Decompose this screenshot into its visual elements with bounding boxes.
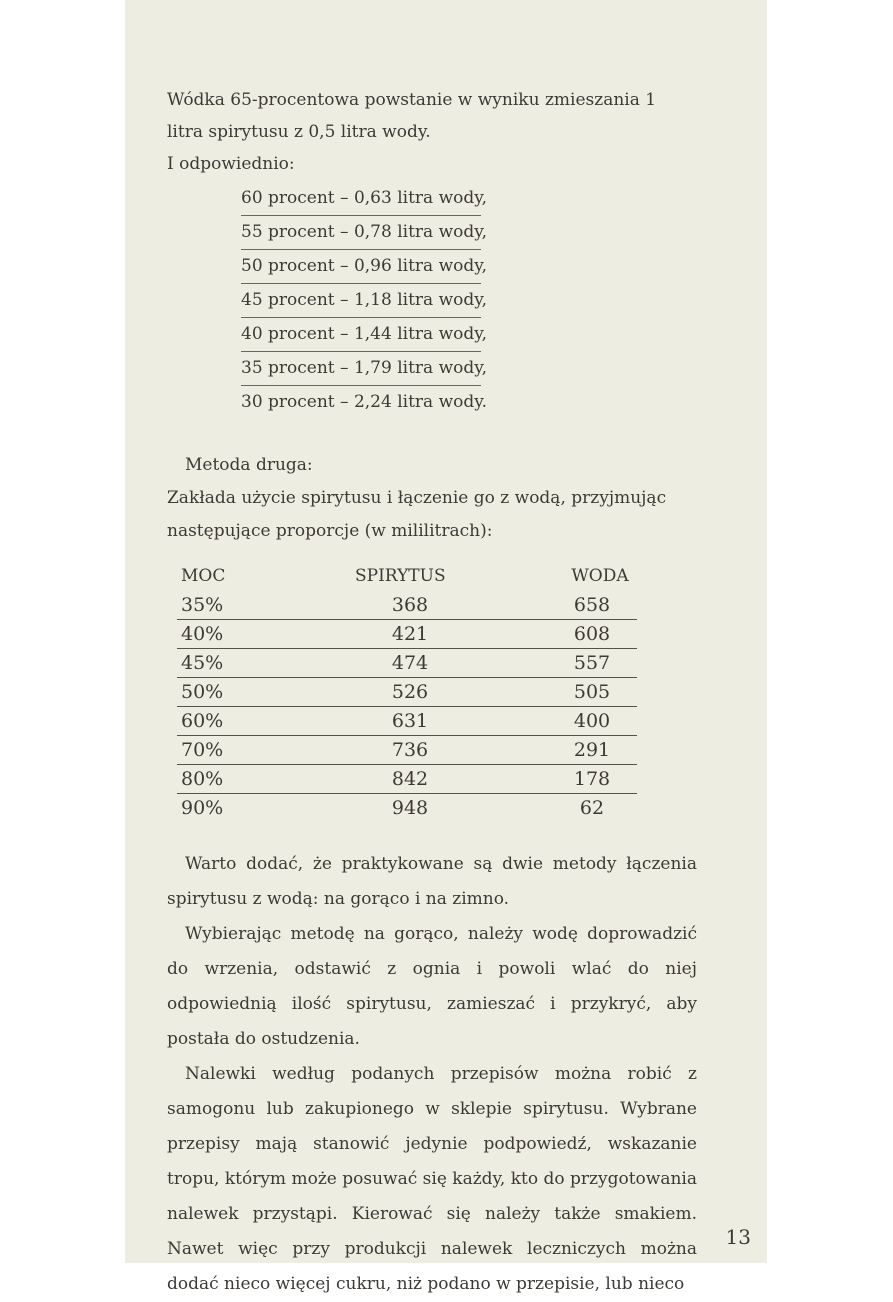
intro-lead: I odpowiednio: (167, 154, 295, 174)
body-text (167, 847, 697, 1302)
cell-moc: 50% (181, 681, 224, 703)
water-proportion-list (241, 182, 487, 419)
cell-spirytus: 736 (391, 739, 429, 761)
page-number: 13 (725, 1225, 751, 1249)
table-header (177, 561, 637, 591)
cell-moc: 35% (181, 594, 224, 616)
list-item: 45 procent – 1,18 litra wody, (241, 284, 481, 318)
list-item: 50 procent – 0,96 litra wody, (241, 250, 481, 284)
table-row (177, 678, 637, 707)
cell-spirytus: 526 (391, 681, 429, 703)
paragraph: Wybierając metodę na gorąco, należy wodę doprowadzić do wrzenia, odstawić z ognia i powoli wlać do niej odpowiednią ilość spirytusu, zamieszać i przykryć, aby postała do ostudzenia. (167, 924, 697, 1049)
header-moc: MOC (181, 566, 226, 586)
cell-moc: 90% (181, 797, 224, 819)
cell-moc: 70% (181, 739, 224, 761)
header-spirytus: SPIRYTUS (355, 566, 446, 586)
table-row (177, 591, 637, 620)
cell-spirytus: 368 (391, 594, 429, 616)
list-item: 55 procent – 0,78 litra wody, (241, 216, 481, 250)
table-row (177, 649, 637, 678)
cell-woda: 608 (573, 623, 611, 645)
cell-woda: 505 (573, 681, 611, 703)
cell-woda: 557 (573, 652, 611, 674)
table-row (177, 620, 637, 649)
cell-woda: 658 (573, 594, 611, 616)
paragraph: Warto dodać, że praktykowane są dwie metody łączenia spirytusu z wodą: na gorąco i na zimno. (167, 854, 697, 909)
method-two (167, 449, 692, 548)
cell-spirytus: 421 (391, 623, 429, 645)
cell-woda: 291 (573, 739, 611, 761)
list-item: 60 procent – 0,63 litra wody, (241, 182, 481, 216)
method-heading: Metoda druga: (185, 455, 313, 475)
cell-moc: 80% (181, 768, 224, 790)
cell-woda: 400 (573, 710, 611, 732)
cell-moc: 45% (181, 652, 224, 674)
cell-moc: 60% (181, 710, 224, 732)
cell-moc: 40% (181, 623, 224, 645)
method-description: Zakłada użycie spirytusu i łączenie go z wodą, przyjmując następujące proporcje (w mililitrach): (167, 488, 667, 541)
cell-woda: 178 (573, 768, 611, 790)
intro-line: Wódka 65-procentowa powstanie w wyniku zmieszania 1 litra spirytusu z 0,5 litra wody. (167, 90, 657, 142)
header-woda: WODA (571, 566, 629, 586)
list-item: 35 procent – 1,79 litra wody, (241, 352, 481, 386)
list-item: 30 procent – 2,24 litra wody. (241, 392, 487, 412)
table-row (177, 736, 637, 765)
table-row (177, 707, 637, 736)
book-page (125, 0, 767, 1294)
cell-spirytus: 474 (391, 652, 429, 674)
paragraph: Nalewki według podanych przepisów można robić z samogonu lub zakupionego w sklepie spirytusu. Wybrane przepisy mają stanowić jedynie podpowiedź, wskazanie tropu, którym może posuwać się każdy, kto do przygotowania nalewek przystąpi. Kierować się należy także smakiem. Nawet więc przy produkcji nalewek leczniczych można dodać nieco więcej cukru, niż podano w przepisie, lub nieco (167, 1064, 697, 1294)
proportion-table (177, 561, 637, 822)
cell-woda: 62 (579, 797, 605, 819)
cell-spirytus: 842 (391, 768, 429, 790)
list-item: 40 procent – 1,44 litra wody, (241, 318, 481, 352)
table-row (177, 794, 637, 822)
intro-text (167, 84, 687, 180)
cell-spirytus: 948 (391, 797, 429, 819)
cell-spirytus: 631 (391, 710, 429, 732)
table-row (177, 765, 637, 794)
